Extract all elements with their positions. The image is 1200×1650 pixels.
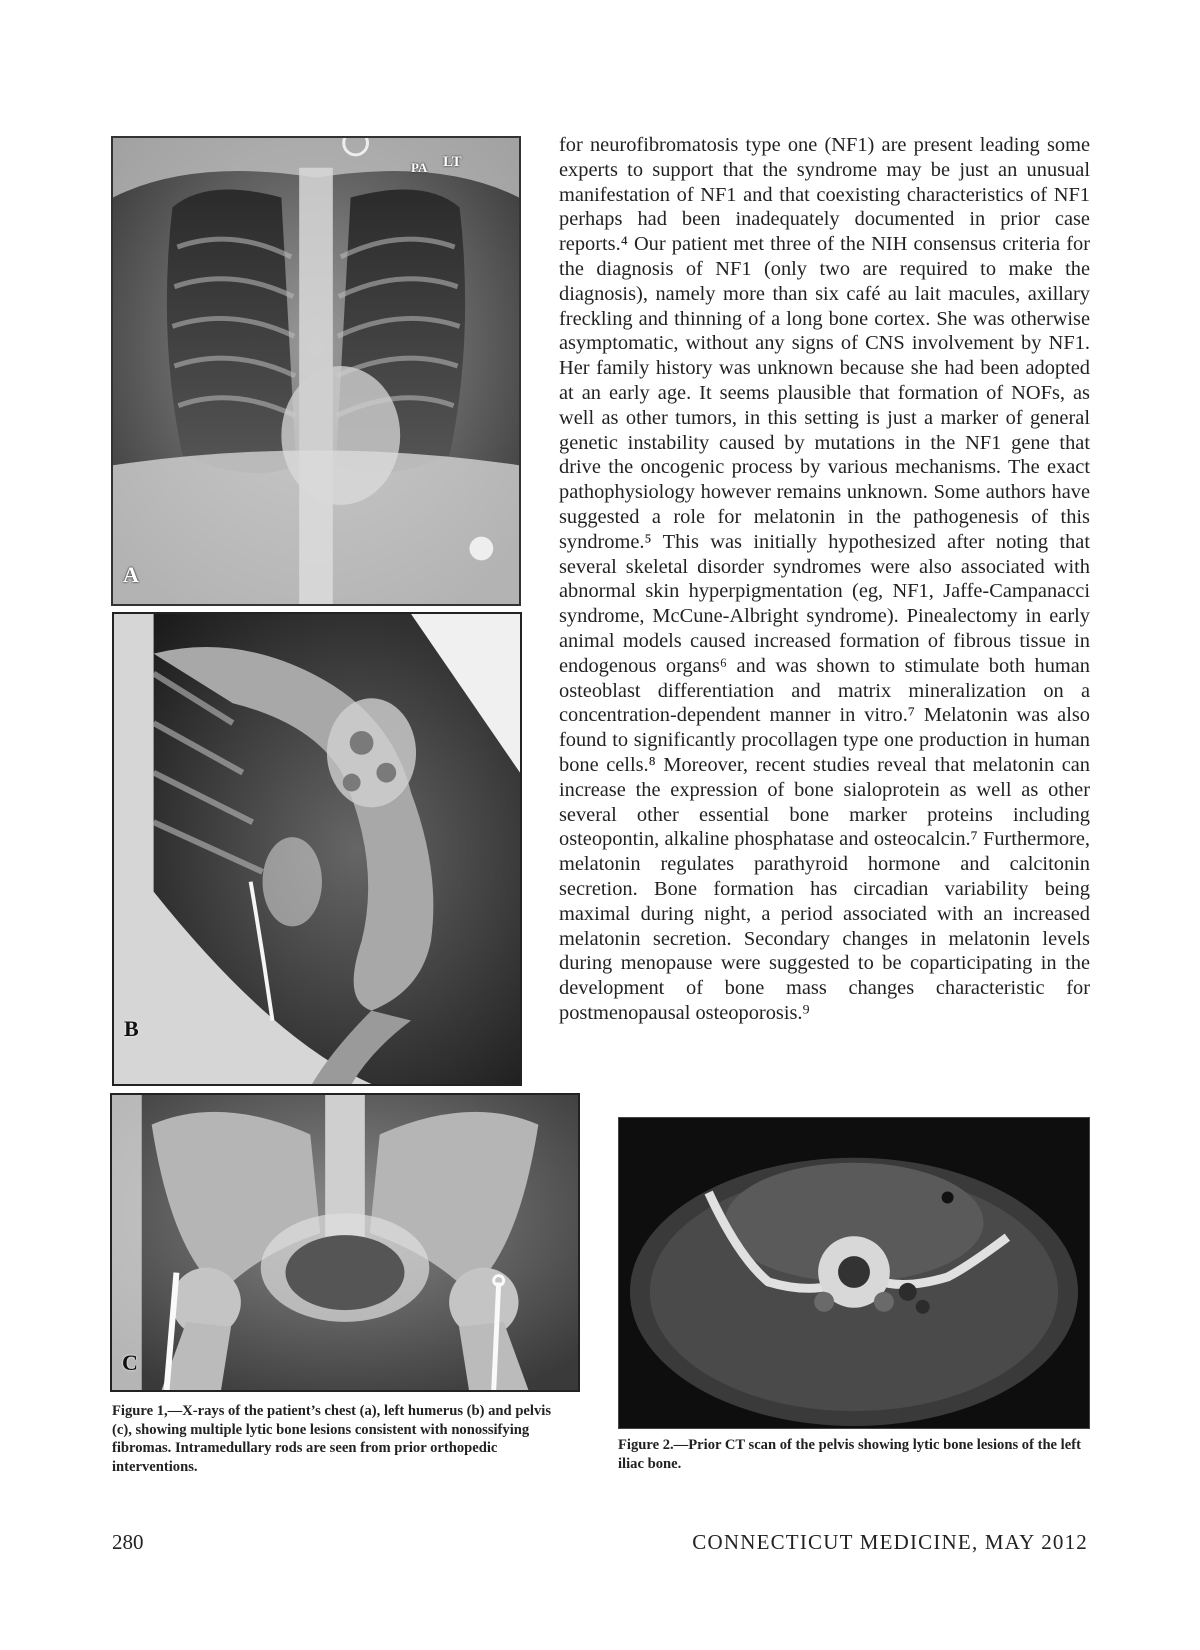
figure-2-caption: Figure 2.—Prior CT scan of the pelvis showing lytic bone lesions of the left iliac bone. — [618, 1437, 1081, 1472]
figure-1-caption: Figure 1,—X-rays of the patient’s chest (a), left humerus (b) and pelvis (c), showing multiple lytic bone lesions consistent with nonossifying fibromas. Intramedullary rods are seen from prior orthopedic interventions. — [112, 1403, 551, 1475]
ct-scan-image — [619, 1118, 1089, 1428]
chest-xray-image — [113, 138, 519, 604]
marker-pa: PA — [411, 160, 428, 175]
page-number: 280 — [112, 1530, 144, 1554]
figure-1a-chest-xray — [111, 136, 521, 606]
body-text: for neurofibromatosis type one (NF1) are present leading some experts to support that the syndrome may be just an unusual manifestation of NF1 and that coexisting characteristics of NF1 perhaps had been inadequately documented in prior case reports.⁴ Our patient met three of the NIH consensus criteria for the diagnosis of NF1 (only two are required to make the diagnosis), namely more than six café au lait macules, axillary freckling and thinning of a long bone cortex. She was otherwise asymptomatic, without any signs of CNS involvement by NF1. Her family history was unknown because she had been adopted at an early age. It seems plausible that formation of NOFs, as well as other tumors, in this setting is just a marker of general genetic instability caused by mutations in the NF1 gene that drive the oncogenic process by various mechanisms. The exact pathophysiology however remains unknown. Some authors have suggested a role for melatonin in the pathogenesis of this syndrome.⁵ This was initially hypothesized after noting that several skeletal disorder syndromes were also associated with abnormal skin hyperpigmentation (eg, NF1, Jaffe-Campanacci syndrome, McCune-Albright syndrome). Pinealectomy in early animal models caused increased formation of fibrous tissue in endogenous organs⁶ and was shown to stimulate both human osteoblast differentiation and matrix mineralization on a concentration-dependent manner in vitro.⁷ Melatonin was also found to significantly procollagen type one production in human bone cells.⁸ Moreover, recent studies reveal that melatonin can increase the expression of bone sialoprotein as well as other several other essential bone marker proteins including osteopontin, alkaline phosphatase and osteocalcin.⁷ Furthermore, melatonin regulates parathyroid hormone and calcitonin secretion. Bone formation has circadian variability being maximal during night, a period associated with an increased melatonin secretion. Secondary changes in melatonin levels during menopause were suggested to be coparticipating in the development of bone mass changes characteristic for postmenopausal osteoporosis.⁹ — [559, 134, 1090, 1024]
panel-b-label: B — [124, 1016, 139, 1041]
marker-lt: LT — [443, 154, 462, 170]
journal-footer: CONNECTICUT MEDICINE, MAY 2012 — [692, 1530, 1088, 1554]
figure-1c-pelvis-xray — [110, 1093, 580, 1392]
figure-1b-humerus-xray — [112, 612, 522, 1086]
figure-2-ct-scan — [618, 1117, 1090, 1429]
pelvis-xray-image — [112, 1095, 578, 1390]
panel-c-label: C — [122, 1350, 138, 1375]
humerus-xray-image — [114, 614, 520, 1084]
panel-a-label: A — [123, 562, 139, 587]
